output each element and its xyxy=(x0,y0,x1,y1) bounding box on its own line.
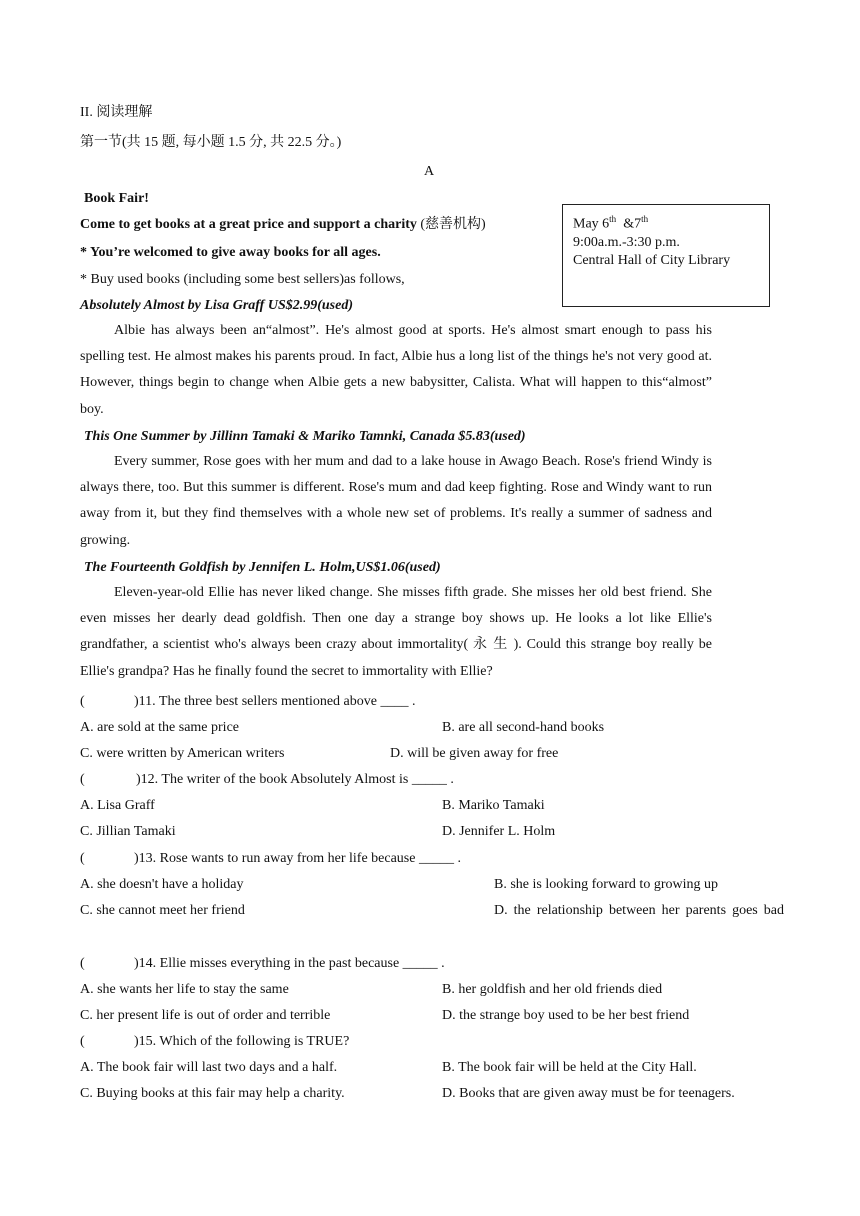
event-time: 9:00a.m.-3:30 p.m. xyxy=(573,234,680,250)
question-12-option-b: B. Mariko Tamaki xyxy=(442,798,545,813)
ad-line-1-note: (慈善机构) xyxy=(416,217,486,232)
ad-headline: Book Fair! xyxy=(84,191,149,206)
section-title: II. 阅读理解 xyxy=(80,105,153,120)
question-15-option-b: B. The book fair will be held at the City Hall. xyxy=(442,1060,697,1075)
question-14-option-b: B. her goldfish and her old friends died xyxy=(442,982,663,997)
question-13-option-c: C. she cannot meet her friend xyxy=(80,903,245,918)
question-15-option-c: C. Buying books at this fair may help a charity. xyxy=(80,1086,345,1101)
event-place: Central Hall of City Library xyxy=(573,252,731,268)
question-11-stem: ( )11. The three best sellers mentioned above ____ . xyxy=(80,694,416,709)
answer-blank[interactable]: ( xyxy=(80,1034,85,1049)
question-14-option-d: D. the strange boy used to be her best friend xyxy=(442,1008,690,1023)
question-12-option-d: D. Jennifer L. Holm xyxy=(442,824,556,839)
question-12-option-c: C. Jillian Tamaki xyxy=(80,824,176,839)
question-11-option-a: A. are sold at the same price xyxy=(80,720,239,735)
ad-line-2: * You’re welcomed to give away books for all ages. xyxy=(80,245,381,260)
question-15-option-d: D. Books that are given away must be for teenagers. xyxy=(442,1086,735,1101)
question-14-option-c: C. her present life is out of order and terrible xyxy=(80,1008,331,1023)
book-2-heading: This One Summer by Jillinn Tamaki & Mariko Tamnki, Canada $5.83(used) xyxy=(84,429,526,444)
question-12-option-a: A. Lisa Graff xyxy=(80,798,155,813)
question-12-stem: ( )12. The writer of the book Absolutely Almost is _____ . xyxy=(80,772,454,787)
answer-blank[interactable]: ( xyxy=(80,694,85,709)
book-3-description: Eleven-year-old Ellie has never liked change. She misses fifth grade. She misses her old best friend. She even misses her dearly dead goldfish. Then one day a strange boy shows up. He looks a lot like Ellie's grandfather, a scientist who's always been crazy about immortality( 永 生 ). Could this strange boy really be Ellie's grandpa? Has he finally found the secret to immortality with Ellie? xyxy=(80,585,712,679)
answer-blank[interactable]: ( xyxy=(80,772,85,787)
book-1-heading: Absolutely Almost by Lisa Graff US$2.99(used) xyxy=(80,298,354,313)
answer-blank[interactable]: ( xyxy=(80,851,85,866)
book-2-description: Every summer, Rose goes with her mum and dad to a lake house in Awago Beach. Rose's friend Windy is always there, too. But this summer is different. Rose's mum and dad keep fighting. Rose and Windy want to run away from it, but they find themselves with a whole new set of problems. It's really a summer of sadness and growing. xyxy=(80,454,712,548)
question-13-stem: ( )13. Rose wants to run away from her life because _____ . xyxy=(80,851,461,866)
event-info-box xyxy=(562,204,770,307)
ad-line-3: * Buy used books (including some best sellers)as follows, xyxy=(80,272,405,287)
section-subtitle: 第一节(共 15 题, 每小题 1.5 分, 共 22.5 分。) xyxy=(80,135,342,150)
book-3-heading: The Fourteenth Goldfish by Jennifen L. Holm,US$1.06(used) xyxy=(84,560,441,575)
book-1-description: Albie has always been an“almost”. He's almost good at sports. He's almost smart enough to pass his spelling test. He almost makes his parents proud. In fact, Albie hus a long list of the things he's not very good at. However, things begin to change when Albie gets a new babysitter, Calista. What will happen to this“almost” boy. xyxy=(80,323,712,417)
question-15-stem: ( )15. Which of the following is TRUE? xyxy=(80,1034,350,1049)
event-dates: May 6th &7th xyxy=(573,214,649,232)
passage-label: A xyxy=(424,164,435,179)
question-14-option-a: A. she wants her life to stay the same xyxy=(80,982,289,997)
question-11-option-b: B. are all second-hand books xyxy=(442,720,605,735)
question-11-option-d: D. will be given away for free xyxy=(390,746,559,761)
question-14-stem: ( )14. Ellie misses everything in the past because _____ . xyxy=(80,956,445,971)
question-13-option-a: A. she doesn't have a holiday xyxy=(80,877,244,892)
ad-line-1 xyxy=(80,216,486,234)
answer-blank[interactable]: ( xyxy=(80,956,85,971)
ad-line-1-bold: Come to get books at a great price and support a charity xyxy=(80,217,417,232)
question-13-option-d: D. the relationship between her parents goes bad xyxy=(494,903,784,918)
question-15-option-a: A. The book fair will last two days and a half. xyxy=(80,1060,338,1075)
question-13-option-b: B. she is looking forward to growing up xyxy=(494,877,718,892)
question-11-option-c: C. were written by American writers xyxy=(80,746,285,761)
